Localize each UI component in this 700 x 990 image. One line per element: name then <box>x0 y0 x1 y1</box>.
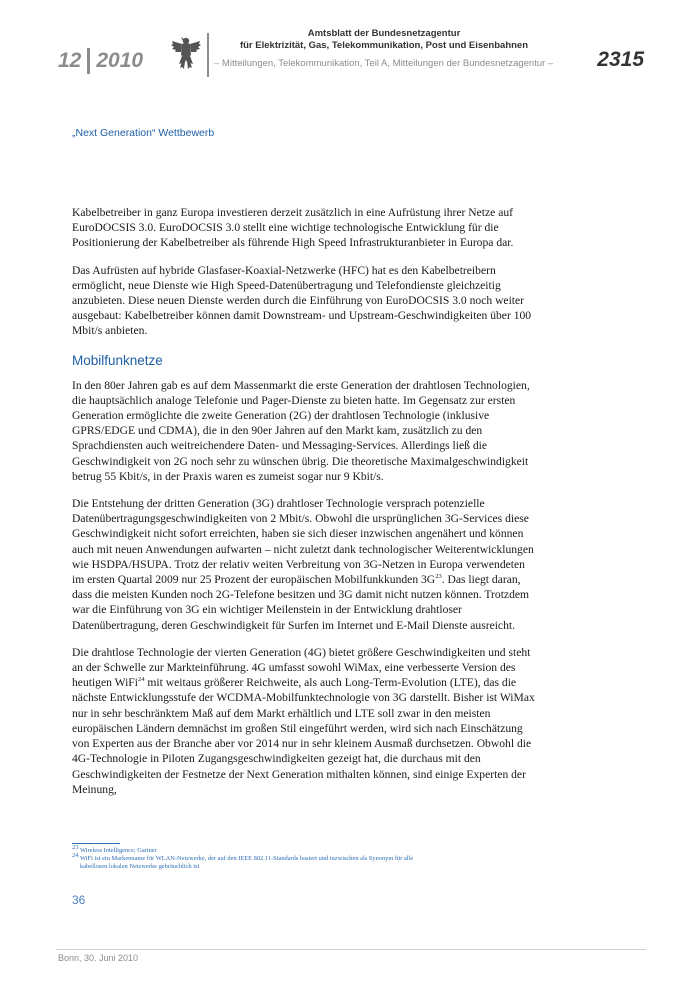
issue-divider <box>87 48 90 74</box>
paragraph-text: Die Entstehung der dritten Generation (3G) drahtloser Technologie versprach potenzielle Datenübertragungsgeschwindigkeiten von 2 Mbit/s. Obwohl die ursprünglichen 3G-Services diese Geschwindigkeit nicht sofort erreichten, haben sie sich dieser inzwischen angenähert und können auch mit neuen Anwendungen aufwarten – nicht zuletzt dank technologischer Weiterentwicklungen wie HSDPA/HSUPA. Trotz der relativ weiten Verbreitung von 3G-Netzen in Europa verwendeten im ersten Quartal 2009 nur 25 Prozent der europäischen Mobilfunkkunden 3G <box>72 497 534 587</box>
issue-year: 2010 <box>96 49 144 72</box>
federal-eagle-icon <box>170 33 202 73</box>
article-body <box>72 205 538 809</box>
paragraph-text: mit weitaus größerer Reichweite, als auch Long-Term-Evolution (LTE), das die nächste Entwicklungsstufe der WCDMA-Mobilfunktechnologie von 3G darstellt. Bisher ist WiMax nur in sehr beschränktem Maß auf dem Markt erhältlich und LTE soll zwar in den meisten europäischen Ländern demnächst im großen Stil eingeführt werden, wird sich nach Einschätzung von Experten aus der Branche aber vor 2014 nur in sehr kleinem Ausmaß durchsetzen. Obwohl die 4G-Technologie in Piloten Zugangsgeschwindigkeiten gezeigt hat, die durchaus mit den Geschwindigkeiten der Festnetze der Next Generation mithalten können, sind einige Experten der Meinung, <box>72 676 535 796</box>
footer-date: Bonn, 30. Juni 2010 <box>58 953 139 963</box>
publication-title-line1: Amtsblatt der Bundesnetzagentur <box>307 28 461 39</box>
header-page-number: 2315 <box>597 48 644 71</box>
issue-indicator <box>58 48 143 74</box>
page-number: 36 <box>72 893 86 907</box>
paragraph-text: . Das liegt daran, dass die meisten Kunden noch 2G-Telefone besitzen und 3G damit nicht nutzen können. Trotzdem war die Einführung von 3G ein wichtiger Meilenstein in der Entwicklung drahtloser Datenübertragung, deren Geschwindigkeit für Surfen im Internet und E-Mail Dienste ausreicht. <box>72 573 530 632</box>
issue-number: 12 <box>58 49 82 72</box>
publication-title-line2: für Elektrizität, Gas, Telekommunikation, Post und Eisenbahnen <box>239 40 529 51</box>
paragraph: Das Aufrüsten auf hybride Glasfaser-Koaxial-Netzwerke (HFC) hat es den Kabelbetreibern ermöglicht, neue Dienste wie High Speed-Datenübertragung und Telefondienste gleichzeitig anzubieten. Diese neuen Dienste werden durch die Einführung von EuroDOCSIS 3.0 noch weiter ausgebaut: Kabelbetreiber können damit Downstream- und Upstream-Geschwindigkeiten über 100 Mbit/s anbieten. <box>72 263 532 338</box>
publication-subtitle: – Mitteilungen, Telekommunikation, Teil A, Mitteilungen der Bundesnetzagentur – <box>214 58 554 69</box>
header-divider <box>207 33 209 77</box>
footnote-ref-24[interactable]: 24 <box>137 676 145 684</box>
paragraph <box>72 496 538 633</box>
publication-title <box>216 28 552 52</box>
footnote-23 <box>72 843 452 855</box>
footnote-24 <box>72 851 452 863</box>
paragraph <box>72 645 538 797</box>
paragraph-text: Die drahtlose Technologie der vierten Generation (4G) bietet größere Geschwindigkeiten und steht an der Schwelle zur Markteinführung. 4G umfasst sowohl WiMax, eine verbesserte Version des heutigen WiFi <box>72 645 531 690</box>
footnote-number: 23 <box>72 843 79 851</box>
paragraph: Kabelbetreiber in ganz Europa investieren derzeit zusätzlich in eine Aufrüstung ihrer Netze auf EuroDOCSIS 3.0. EuroDOCSIS 3.0 stellt eine wichtige technologische Entwicklung für die Positionierung der Kabelbetreiber als führende High Speed Infrastrukturanbieter in Europa dar. <box>72 206 514 250</box>
section-label: „Next Generation“ Wettbewerb <box>72 127 215 139</box>
footnote-text: WiFi ist ein Markenname für WLAN-Netzwerke, der auf den IEEE 802.11-Standards basiert und inzwischen als Synonym für alle <box>78 855 414 862</box>
footnote-divider <box>72 843 120 844</box>
footnotes <box>72 843 452 871</box>
paragraph: In den 80er Jahren gab es auf dem Massenmarkt die erste Generation der drahtlosen Technologien, die hauptsächlich analoge Telefonie und Pager-Dienste zu bieten hatte. Im Gegensatz zur ersten Generation ermöglichte die zweite Generation (2G) der drahtlosen Technologie (inklusive GPRS/EDGE und CDMA), die in den 90er Jahren auf den Markt kam, zusätzlich zu den Sprachdiensten auch weitreichendere Daten- und Messaging-Services. Allerdings ließ die Geschwindigkeit von 2G noch sehr zu wünschen übrig. Die theoretische Maximalgeschwindigkeit betrug 55 Kbit/s, in der Praxis waren es zumeist sogar nur 9 Kbit/s. <box>72 378 530 483</box>
footer-divider <box>56 949 646 950</box>
footnote-ref-23[interactable]: 23 <box>435 573 442 581</box>
footnote-text: Wireless Intelligence; Gartner <box>78 847 157 854</box>
footnote-24-continuation: kabellosen lokalen Netzwerke gebräuchlich ist <box>80 863 200 870</box>
section-heading: Mobilfunknetze <box>72 352 163 368</box>
footnote-number: 24 <box>72 851 79 859</box>
